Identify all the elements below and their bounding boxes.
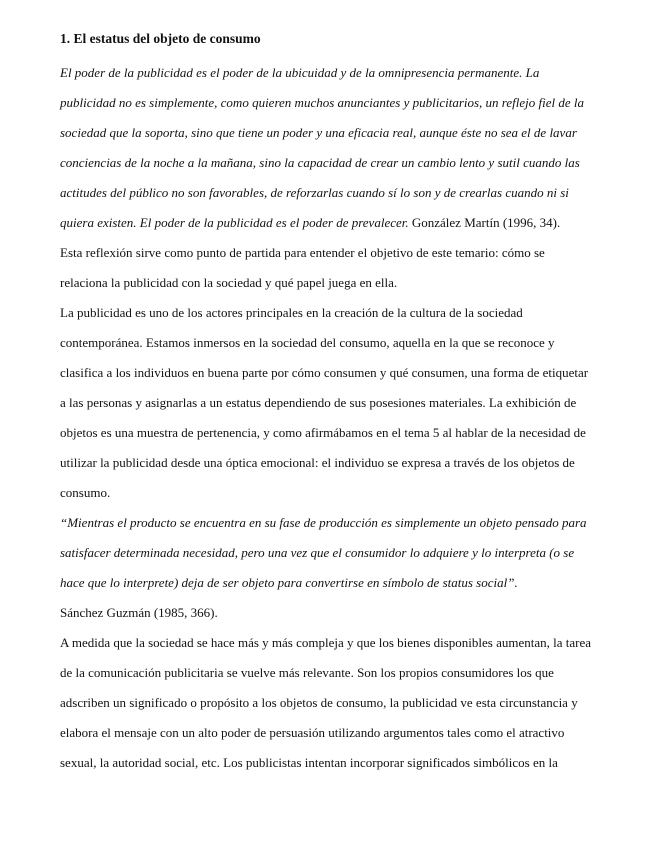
body-paragraph-3: A medida que la sociedad se hace más y más compleja y que los bienes disponibles aumentan, la tarea de la comunicación publicitaria se vuelve más relevante. Son los propios consumidores los que adscriben un significado o propósito a los objetos de consumo, la publicidad ve esta circunstancia y elabora el mensaje con un alto poder de persuasión utilizando argumentos tales como el atractivo sexual, la autoridad social, etc. Los publicistas intentan incorporar significados simbólicos en la: [60, 635, 592, 770]
quote-citation-1: González Martín (1996, 34).: [411, 215, 561, 230]
quote-block-2: [60, 508, 595, 628]
quote-citation-2: Sánchez Guzmán (1985, 366).: [60, 605, 218, 620]
body-paragraph-2: La publicidad es uno de los actores principales en la creación de la cultura de la sociedad contemporánea. Estamos inmersos en la sociedad del consumo, aquella en la que se reconoce y clasifica a los individuos en buena parte por cómo consumen y qué consumen, una forma de etiquetar a las personas y asignarlas a un estatus dependiendo de sus posesiones materiales. La exhibición de objetos es una muestra de pertenencia, y como afirmábamos en el tema 5 al hablar de la necesidad de utilizar la publicidad desde una óptica emocional: el individuo se expresa a través de los objetos de consumo.: [60, 305, 589, 500]
quote-block-1: [60, 58, 595, 238]
quote-text-1: El poder de la publicidad es el poder de la ubicuidad y de la omnipresencia permanente. La publicidad no es simplemente, como quieren muchos anunciantes y publicitarios, un reflejo fiel de la sociedad que la soporta, sino que tiene un poder y una eficacia real, aunque éste no sea el de lavar conciencias de la noche a la mañana, sino la capacidad de crear un cambio lento y sutil cuando las actitudes del público no son favorables, de reforzarlas cuando sí lo son y de crearlas cuando ni si quiera existen. El poder de la publicidad es el poder de prevalecer.: [60, 65, 584, 230]
body-paragraph-1: Esta reflexión sirve como punto de partida para entender el objetivo de este temario: cómo se relaciona la publicidad con la sociedad y qué papel juega en ella.: [60, 245, 545, 290]
quote-text-2: “Mientras el producto se encuentra en su fase de producción es simplemente un objeto pensado para satisfacer determinada necesidad, pero una vez que el consumidor lo adquiere y lo interpreta (o se hace que lo interprete) deja de ser objeto para convertirse en símbolo de status social”.: [60, 515, 587, 590]
section-heading: 1. El estatus del objeto de consumo: [60, 31, 261, 46]
